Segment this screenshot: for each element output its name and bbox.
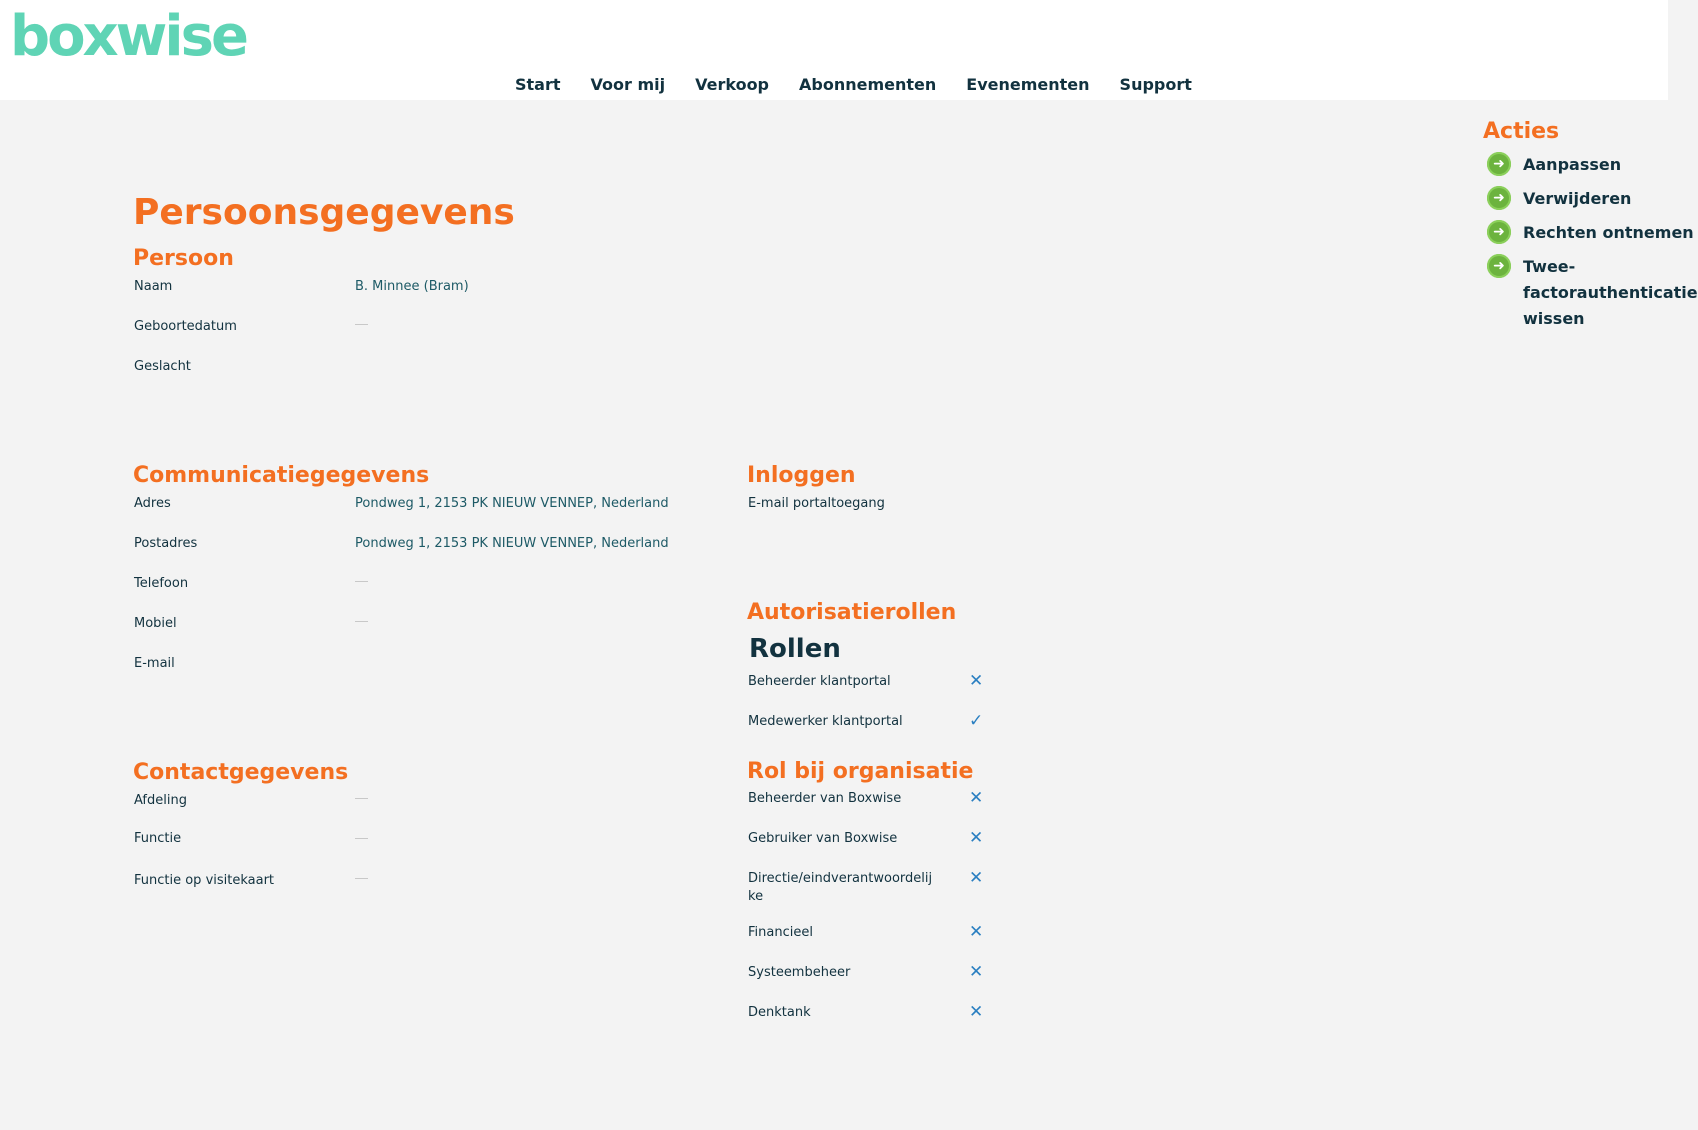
page-title: Persoonsgegevens <box>133 192 515 233</box>
section-title-organisatie: Rol bij organisatie <box>747 759 974 784</box>
action-2fa-wissen[interactable] <box>1483 254 1698 332</box>
label-geslacht: Geslacht <box>134 359 191 374</box>
site-header <box>0 0 1668 100</box>
cross-icon: ✕ <box>969 922 984 942</box>
nav-item-voor-mij[interactable]: Voor mij <box>590 75 666 94</box>
cross-icon: ✕ <box>969 962 984 982</box>
cross-icon: ✕ <box>969 788 984 808</box>
label-geboortedatum: Geboortedatum <box>134 319 237 334</box>
empty-value-dash <box>355 838 368 839</box>
label-telefoon: Telefoon <box>134 576 189 591</box>
label-functie: Functie <box>134 831 182 846</box>
actions-title: Acties <box>1483 119 1560 144</box>
cross-icon: ✕ <box>969 828 984 848</box>
action-label: Aanpassen <box>1523 155 1622 174</box>
label-mobiel: Mobiel <box>134 616 177 631</box>
arrow-right-circle-icon: ➜ <box>1487 220 1511 244</box>
role-label: Beheerder van Boxwise <box>748 791 902 806</box>
arrow-right-circle-icon: ➜ <box>1487 152 1511 176</box>
boxwise-logo[interactable]: boxwise <box>10 4 246 69</box>
empty-value-dash <box>355 581 368 582</box>
section-title-inloggen: Inloggen <box>747 463 856 488</box>
label-email-portaltoegang: E-mail portaltoegang <box>748 496 885 511</box>
arrow-right-circle-icon: ➜ <box>1487 186 1511 210</box>
action-label: Rechten ontnemen <box>1523 223 1694 242</box>
cross-icon: ✕ <box>969 671 984 691</box>
label-afdeling: Afdeling <box>134 793 187 808</box>
cross-icon: ✕ <box>969 1002 984 1022</box>
nav-item-verkoop[interactable]: Verkoop <box>695 75 770 94</box>
role-label: Systeembeheer <box>748 965 851 980</box>
nav-item-start[interactable]: Start <box>515 75 561 94</box>
label-adres: Adres <box>134 496 171 511</box>
action-label: Verwijderen <box>1523 189 1632 208</box>
action-verwijderen[interactable] <box>1483 186 1668 212</box>
actions-sidebar <box>1483 118 1698 340</box>
value-naam: B. Minnee (Bram) <box>355 279 469 294</box>
value-adres: Pondweg 1, 2153 PK NIEUW VENNEP, Nederland <box>355 496 669 511</box>
label-postadres: Postadres <box>134 536 198 551</box>
empty-value-dash <box>355 324 368 325</box>
nav-item-evenementen[interactable]: Evenementen <box>966 75 1090 94</box>
action-rechten-ontnemen[interactable] <box>1483 220 1694 246</box>
empty-value-dash <box>355 798 368 799</box>
label-naam: Naam <box>134 279 173 294</box>
role-label: Gebruiker van Boxwise <box>748 831 898 846</box>
role-label: Denktank <box>748 1005 811 1020</box>
role-label: Directie/eindverantwoordelijke <box>748 871 933 904</box>
check-icon: ✓ <box>969 711 984 731</box>
label-functie-visitekaart: Functie op visitekaart <box>134 873 275 888</box>
role-label: Financieel <box>748 925 813 940</box>
role-label: Beheerder klantportal <box>748 674 891 689</box>
rollen-subtitle: Rollen <box>749 634 841 664</box>
section-title-communicatie: Communicatiegegevens <box>133 463 430 488</box>
section-title-contact: Contactgegevens <box>133 760 349 785</box>
section-title-autorisatie: Autorisatierollen <box>747 600 957 625</box>
value-postadres: Pondweg 1, 2153 PK NIEUW VENNEP, Nederland <box>355 536 669 551</box>
cross-icon: ✕ <box>969 868 984 888</box>
section-title-persoon: Persoon <box>133 246 234 271</box>
nav-item-abonnementen[interactable]: Abonnementen <box>799 75 937 94</box>
empty-value-dash <box>355 878 368 879</box>
empty-value-dash <box>355 621 368 622</box>
arrow-right-circle-icon: ➜ <box>1487 254 1511 278</box>
label-email: E-mail <box>134 656 175 671</box>
nav-item-support[interactable]: Support <box>1119 75 1192 94</box>
role-label: Medewerker klantportal <box>748 714 903 729</box>
action-aanpassen[interactable] <box>1483 152 1668 178</box>
action-label: Twee-factorauthenticatie wissen <box>1523 257 1698 328</box>
main-nav <box>515 73 1222 97</box>
